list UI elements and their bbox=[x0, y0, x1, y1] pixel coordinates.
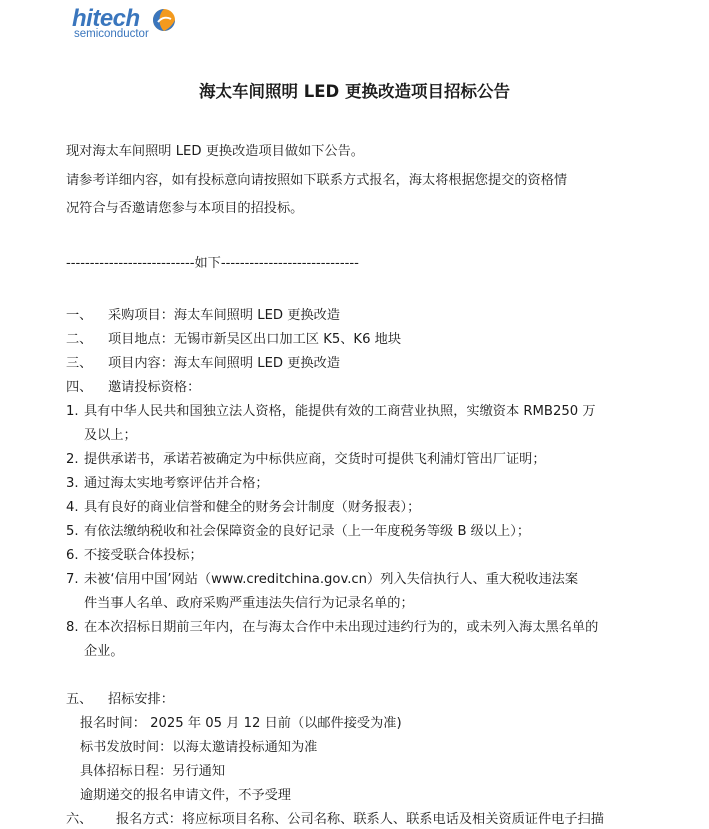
schedule-item: 逾期递交的报名申请文件，不予受理 bbox=[80, 788, 291, 803]
section-text: 采购项目：海太车间照明 LED 更换改造 bbox=[108, 308, 341, 323]
section-text: 项目地点：无锡市新吴区出口加工区 K5、K6 地块 bbox=[108, 332, 402, 347]
separator-line: ---------------------------如下----------------------------- bbox=[66, 256, 359, 271]
list-text: 未被‘信用中国’网站（www.creditchina.gov.cn）列入失信执行人、重大税收违法案 bbox=[84, 572, 579, 587]
intro-line-3: 况符合与否邀请您参与本项目的招投标。 bbox=[66, 201, 304, 216]
list-text: 具有良好的商业信誉和健全的财务会计制度（财务报表）； bbox=[84, 500, 421, 515]
section-text: 报名方式：将应标项目名称、公司名称、联系人、联系电话及相关资质证件电子扫描 bbox=[116, 812, 604, 827]
schedule-item: 具体招标日程：另行通知 bbox=[80, 764, 226, 779]
company-logo bbox=[72, 6, 192, 42]
list-number: 1. bbox=[66, 404, 79, 419]
section-number: 三、 bbox=[66, 356, 93, 371]
list-text: 有依法缴纳税收和社会保障资金的良好记录（上一年度税务等级 B 级以上）； bbox=[84, 524, 531, 539]
section-text: 邀请投标资格： bbox=[108, 380, 201, 395]
list-text: 及以上； bbox=[84, 428, 137, 443]
section-number: 四、 bbox=[66, 380, 93, 395]
list-number: 6. bbox=[66, 548, 79, 563]
page-title: 海太车间照明 LED 更换改造项目招标公告 bbox=[199, 82, 510, 101]
intro-line-1: 现对海太车间照明 LED 更换改造项目做如下公告。 bbox=[66, 144, 364, 159]
list-number: 5. bbox=[66, 524, 79, 539]
list-text: 提供承诺书，承诺若被确定为中标供应商，交货时可提供飞利浦灯管出厂证明； bbox=[84, 452, 546, 467]
section-number: 一、 bbox=[66, 308, 93, 323]
logo-tagline: semiconductor bbox=[74, 28, 149, 40]
list-text: 在本次招标日期前三年内，在与海太合作中未出现过违约行为的，或未列入海太黑名单的 bbox=[84, 620, 599, 635]
list-number: 8. bbox=[66, 620, 79, 635]
logo-mark-icon bbox=[152, 8, 176, 32]
list-number: 4. bbox=[66, 500, 79, 515]
logo-wordmark: hitech bbox=[72, 5, 140, 32]
list-text: 通过海太实地考察评估并合格； bbox=[84, 476, 269, 491]
list-text: 不接受联合体投标； bbox=[84, 548, 203, 563]
intro-line-2: 请参考详细内容，如有投标意向请按照如下联系方式报名，海太将根据您提交的资格情 bbox=[66, 173, 568, 188]
section-number: 六、 bbox=[66, 812, 93, 827]
list-text: 企业。 bbox=[84, 644, 124, 659]
list-number: 7. bbox=[66, 572, 79, 587]
section-number: 五、 bbox=[66, 692, 93, 707]
section-number: 二、 bbox=[66, 332, 93, 347]
list-text: 具有中华人民共和国独立法人资格，能提供有效的工商营业执照，实缴资本 RMB250 万 bbox=[84, 404, 596, 419]
section-text: 项目内容：海太车间照明 LED 更换改造 bbox=[108, 356, 341, 371]
list-number: 2. bbox=[66, 452, 79, 467]
schedule-item: 报名时间： 2025 年 05 月 12 日前（以邮件接受为准) bbox=[80, 716, 402, 731]
section-text: 招标安排： bbox=[108, 692, 174, 707]
schedule-item: 标书发放时间：以海太邀请投标通知为准 bbox=[80, 740, 318, 755]
list-text: 件当事人名单、政府采购严重违法失信行为记录名单的； bbox=[84, 596, 414, 611]
list-number: 3. bbox=[66, 476, 79, 491]
